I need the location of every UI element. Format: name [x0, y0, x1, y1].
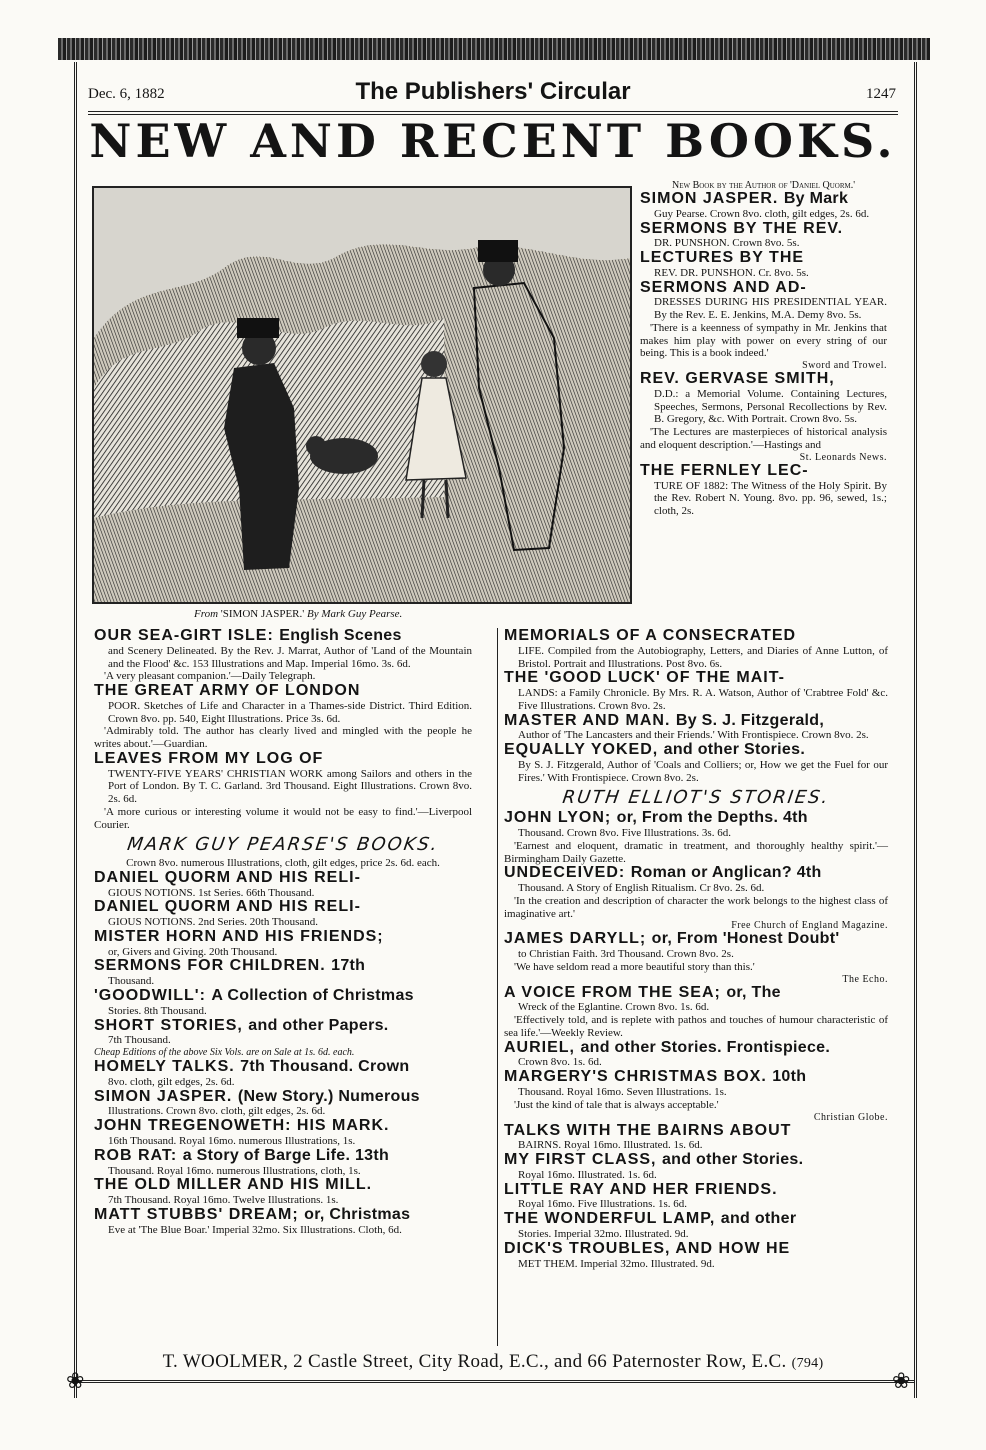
- book-entry: [94, 1018, 472, 1048]
- book-details: LANDS: a Family Chronicle. By Mrs. R. A. Watson, Author of 'Crabtree Fold' &c. Five Illustrations. Crown 8vo. 2s.: [518, 687, 888, 712]
- book-title: JOHN LYON;: [504, 809, 612, 827]
- book-entry: [640, 280, 887, 372]
- review-quote: 'A more curious or interesting volume it would not be easy to find.'—Liverpool Courier.: [94, 805, 472, 831]
- book-title: JOHN TREGENOWETH: HIS MARK.: [94, 1117, 390, 1135]
- book-details: Thousand.: [108, 975, 155, 988]
- book-title: A VOICE FROM THE SEA;: [504, 983, 721, 1001]
- book-title: 'GOODWILL':: [94, 987, 206, 1005]
- book-title-suffix: By Mark: [783, 190, 849, 207]
- book-details: Thousand. Royal 16mo. Seven Illustrations. 1s.: [518, 1086, 727, 1099]
- book-title: THE 'GOOD LUCK' OF THE MAIT-: [504, 669, 785, 687]
- book-title-line: [94, 1207, 472, 1224]
- book-title: REV. GERVASE SMITH,: [640, 370, 835, 388]
- book-details: Stories. Imperial 32mo. Illustrated. 9d.: [518, 1227, 689, 1240]
- book-title-line: [94, 870, 472, 887]
- book-details: 16th Thousand. Royal 16mo. numerous Illustrations, 1s.: [108, 1135, 356, 1147]
- book-entry: [640, 221, 887, 251]
- book-entry: [94, 751, 472, 832]
- book-title-line: [640, 250, 887, 267]
- engraving-illustration: [92, 186, 632, 604]
- book-details: REV. DR. PUNSHON. Cr. 8vo. 5s.: [654, 266, 809, 279]
- book-title: JAMES DARYLL;: [504, 930, 647, 948]
- book-entry: [504, 1123, 888, 1153]
- book-title-line: [504, 742, 888, 759]
- book-entry: [504, 1182, 888, 1212]
- book-title-line: [94, 751, 472, 768]
- book-title: SIMON JASPER.: [640, 190, 779, 207]
- book-entry: [504, 628, 888, 670]
- book-title: DICK'S TROUBLES, AND HOW HE: [504, 1239, 791, 1257]
- book-title-suffix: 17th: [331, 957, 366, 975]
- book-details: Eve at 'The Blue Boar.' Imperial 32mo. Six Illustrations. Cloth, 6d.: [108, 1223, 402, 1236]
- book-title-line: [94, 1059, 472, 1076]
- book-entry: [94, 1177, 472, 1207]
- right-ornament-icon: ❀: [892, 1368, 911, 1393]
- book-title: SERMONS FOR CHILDREN.: [94, 957, 326, 975]
- book-title-line: [94, 1177, 472, 1194]
- book-title-line: [94, 958, 472, 975]
- book-title-line: [504, 670, 888, 687]
- book-title-suffix: 7th Thousand. Crown: [240, 1058, 410, 1076]
- book-title-suffix: or, From 'Honest Doubt': [651, 930, 840, 948]
- header-page-number: 1247: [866, 86, 896, 102]
- caption-title: 'SIMON JASPER.': [220, 608, 305, 620]
- book-entry: [504, 670, 888, 712]
- book-entry: [94, 870, 472, 900]
- review-quote: 'Effectively told, and is replete with pathos and touches of humour characteristic of sea life.'—Weekly Review.: [504, 1014, 888, 1039]
- book-title-line: [504, 1211, 888, 1228]
- right-column: [504, 628, 888, 1270]
- book-title: SERMONS BY THE REV.: [640, 219, 844, 237]
- book-title: LEAVES FROM MY LOG OF: [94, 749, 324, 767]
- book-title: MARGERY'S CHRISTMAS BOX.: [504, 1068, 767, 1086]
- book-title-line: [640, 191, 887, 208]
- book-title-line: [504, 1069, 888, 1086]
- book-title-suffix: Roman or Anglican? 4th: [630, 864, 822, 882]
- footer-rule: [72, 1380, 914, 1383]
- book-title-suffix: and other Stories.: [661, 1151, 804, 1169]
- book-details: Wreck of the Eglantine. Crown 8vo. 1s. 6d.: [518, 1001, 710, 1014]
- book-title-line: [94, 1018, 472, 1035]
- book-title-line: [504, 1152, 888, 1169]
- book-entry: [504, 713, 888, 743]
- book-title-line: [94, 628, 472, 645]
- left-column: [94, 628, 472, 1236]
- book-title: THE OLD MILLER AND HIS MILL.: [94, 1176, 373, 1194]
- book-entry: [94, 1118, 472, 1148]
- review-source: St. Leonards News.: [799, 451, 887, 463]
- book-title-suffix: or, Christmas: [304, 1205, 411, 1223]
- book-title: HOMELY TALKS.: [94, 1058, 235, 1076]
- book-entry: [640, 191, 887, 221]
- book-entry: [94, 988, 472, 1018]
- book-details: DR. PUNSHON. Crown 8vo. 5s.: [654, 237, 800, 250]
- book-details: Thousand. Royal 16mo. numerous Illustrations, cloth, 1s.: [108, 1164, 361, 1177]
- review-quote: 'In the creation and description of character the work belongs to the highest class of imaginative art.': [504, 894, 888, 920]
- book-details: DRESSES DURING HIS PRESIDENTIAL YEAR. By the Rev. E. E. Jenkins, M.A. Demy 8vo. 5s.: [654, 296, 887, 322]
- book-title-line: [640, 463, 887, 480]
- book-title-line: [504, 1182, 888, 1199]
- book-details: Thousand. Crown 8vo. Five Illustrations. 3s. 6d.: [518, 827, 731, 840]
- book-title: EQUALLY YOKED,: [504, 741, 659, 759]
- book-entry: [94, 1089, 472, 1119]
- book-entry: [504, 1040, 888, 1070]
- book-entry: [94, 899, 472, 929]
- book-details: TURE OF 1882: The Witness of the Holy Spirit. By the Rev. Robert N. Young. 8vo. pp. 96, sewed, 1s.; cloth, 2s.: [654, 479, 887, 518]
- book-details: 7th Thousand. Royal 16mo. Twelve Illustrations. 1s.: [108, 1194, 339, 1207]
- review-quote: 'Admirably told. The author has clearly lived and mingled with the people he writes about.'—Guardian.: [94, 725, 472, 751]
- book-title-line: [640, 280, 887, 297]
- book-title-suffix: and other Papers.: [248, 1016, 389, 1034]
- book-title-suffix: 10th: [772, 1068, 807, 1086]
- book-title-line: [640, 371, 887, 388]
- book-title-line: [504, 931, 888, 948]
- book-title-line: [504, 1040, 888, 1057]
- book-details: TWENTY-FIVE YEARS' CHRISTIAN WORK among Sailors and others in the Port of London. By T. C. Garland. 3rd Thousand. Eight Illustrations. Crown 8vo. 2s. 6d.: [108, 767, 472, 806]
- book-title: OUR SEA-GIRT ISLE:: [94, 627, 274, 644]
- headline: NEW AND RECENT BOOKS.: [89, 114, 897, 168]
- book-title: THE WONDERFUL LAMP,: [504, 1210, 716, 1228]
- book-title: ROB RAT:: [94, 1146, 178, 1164]
- book-title-suffix: and other: [720, 1210, 797, 1228]
- book-title-suffix: or, The: [726, 983, 781, 1001]
- book-title: TALKS WITH THE BAIRNS ABOUT: [504, 1121, 792, 1139]
- book-details: Thousand. A Story of English Ritualism. Cr 8vo. 2s. 6d.: [518, 882, 765, 895]
- book-entry: [94, 628, 472, 683]
- book-title: MATT STUBBS' DREAM;: [94, 1205, 299, 1223]
- publisher-footer: [88, 1351, 898, 1373]
- book-details: Crown 8vo. 1s. 6d.: [518, 1056, 602, 1069]
- book-title: MASTER AND MAN.: [504, 711, 671, 729]
- running-header: [88, 78, 898, 108]
- illustration-caption: [194, 608, 402, 620]
- caption-by: By Mark Guy Pearse.: [306, 608, 403, 620]
- book-details: POOR. Sketches of Life and Character in a Thames-side District. Third Edition. Crown 8vo. pp. 540, Eight Illustrations. Price 3s. 6d.: [108, 699, 472, 725]
- left-ornament-icon: ❀: [66, 1368, 85, 1393]
- author-note: New Book by the Author of 'Daniel Quorm.': [671, 180, 856, 191]
- book-details: D.D.: a Memorial Volume. Containing Lectures, Speeches, Sermons, Personal Recollections by Rev. B. Gregory, &c. With Portrait. Crown 8vo. 5s.: [654, 387, 887, 426]
- book-title: UNDECEIVED:: [504, 864, 626, 882]
- book-details: 7th Thousand.: [108, 1034, 171, 1047]
- book-title-suffix: a Story of Barge Life. 13th: [182, 1146, 390, 1164]
- review-source: Free Church of England Magazine.: [731, 920, 888, 932]
- book-details: Guy Pearse. Crown 8vo. cloth, gilt edges, 2s. 6d.: [654, 207, 870, 220]
- review-source: Sword and Trowel.: [802, 360, 887, 372]
- book-title-line: [94, 1118, 472, 1135]
- book-title-line: [94, 899, 472, 916]
- book-title: MEMORIALS OF A CONSECRATED: [504, 627, 797, 644]
- book-title-line: [504, 713, 888, 730]
- book-details: LIFE. Compiled from the Autobiography, Letters, and Diaries of Anne Lutton, of Bristol. Portrait and Illustrations. Post 8vo. 6s.: [518, 644, 888, 670]
- book-title: DANIEL QUORM AND HIS RELI-: [94, 868, 361, 886]
- book-entry: [504, 810, 888, 865]
- book-title-suffix: and other Stories. Frontispiece.: [580, 1038, 831, 1056]
- footer-address: T. WOOLMER, 2 Castle Street, City Road, E.C., and 66 Paternoster Row, E.C.: [162, 1351, 787, 1372]
- book-details: Illustrations. Crown 8vo. cloth, gilt edges, 2s. 6d.: [108, 1105, 326, 1118]
- book-title-line: [94, 988, 472, 1005]
- book-entry: [504, 1241, 888, 1271]
- header-title: The Publishers' Circular: [355, 78, 631, 105]
- book-title-line: [94, 683, 472, 700]
- book-details: By S. J. Fitzgerald, Author of 'Coals and Colliers; or, How we get the Fuel for our Fires.' With Frontispiece. Crown 8vo. 2s.: [518, 758, 888, 784]
- review-quote: 'A very pleasant companion.'—Daily Telegraph.: [104, 670, 316, 683]
- book-entry: [94, 1148, 472, 1178]
- book-details: 8vo. cloth, gilt edges, 2s. 6d.: [108, 1075, 235, 1088]
- review-source: The Echo.: [842, 973, 888, 985]
- top-printed-band: [58, 38, 930, 60]
- book-details: Author of 'The Lancasters and their Friends.' With Frontispiece. Crown 8vo. 2s.: [518, 729, 869, 742]
- book-title: AURIEL,: [504, 1038, 575, 1056]
- book-title-suffix: By S. J. Fitzgerald,: [675, 711, 825, 729]
- book-title: SIMON JASPER.: [94, 1087, 233, 1105]
- header-rule: [88, 111, 898, 112]
- book-entry: [504, 865, 888, 931]
- book-title-suffix: English Scenes: [279, 627, 402, 644]
- book-title-line: [640, 221, 887, 238]
- book-details: Stories. 8th Thousand.: [108, 1004, 207, 1017]
- book-details: GIOUS NOTIONS. 2nd Series. 20th Thousand.: [108, 916, 319, 929]
- book-entry: [94, 683, 472, 751]
- book-entry: [640, 463, 887, 518]
- book-title-line: [504, 865, 888, 882]
- book-entry: [504, 985, 888, 1040]
- book-title-line: [504, 1241, 888, 1258]
- book-title-line: [504, 1123, 888, 1140]
- book-details: Royal 16mo. Illustrated. 1s. 6d.: [518, 1168, 657, 1181]
- header-date: Dec. 6, 1882: [88, 86, 165, 102]
- review-quote: 'Just the kind of tale that is always acceptable.': [514, 1098, 719, 1111]
- footer-ref: (794): [791, 1356, 824, 1371]
- book-entry: [94, 1207, 472, 1237]
- book-entry: [94, 958, 472, 988]
- book-title: THE GREAT ARMY OF LONDON: [94, 682, 361, 700]
- book-details: or, Givers and Giving. 20th Thousand.: [108, 945, 278, 958]
- book-entry: [504, 1152, 888, 1182]
- cheap-editions-note: Cheap Editions of the above Six Vols. are on Sale at 1s. 6d. each.: [94, 1047, 355, 1059]
- book-title: LECTURES BY THE: [640, 249, 805, 267]
- book-details: Royal 16mo. Five Illustrations. 1s. 6d.: [518, 1198, 687, 1211]
- book-details: BAIRNS. Royal 16mo. Illustrated. 1s. 6d.: [518, 1139, 703, 1152]
- section-subtitle: Crown 8vo. numerous Illustrations, cloth, gilt edges, price 2s. 6d. each.: [126, 857, 440, 870]
- book-entry: [94, 929, 472, 959]
- book-details: to Christian Faith. 3rd Thousand. Crown 8vo. 2s.: [518, 948, 734, 961]
- book-title-line: [504, 810, 888, 827]
- caption-from: From: [194, 608, 219, 620]
- book-title-line: [504, 628, 888, 645]
- section-heading: MARK GUY PEARSE'S BOOKS.: [125, 834, 441, 856]
- book-title: LITTLE RAY AND HER FRIENDS.: [504, 1180, 778, 1198]
- book-entry: [640, 371, 887, 463]
- book-title-suffix: (New Story.) Numerous: [237, 1087, 420, 1105]
- book-title-suffix: and other Stories.: [663, 741, 806, 759]
- book-title: SHORT STORIES,: [94, 1016, 243, 1034]
- column-divider: [497, 628, 498, 1346]
- book-entry: [504, 1211, 888, 1241]
- top-right-column: [640, 180, 887, 518]
- book-title: DANIEL QUORM AND HIS RELI-: [94, 898, 361, 916]
- book-details: and Scenery Delineated. By the Rev. J. Marrat, Author of 'Land of the Mountain and the Flood' &c. 153 Illustrations and Map. Imperial 16mo. 3s. 6d.: [108, 644, 472, 670]
- book-entry: [504, 931, 888, 984]
- book-title: MISTER HORN AND HIS FRIENDS;: [94, 927, 384, 945]
- section-heading: RUTH ELLIOT'S STORIES.: [561, 787, 831, 809]
- book-entry: [640, 250, 887, 280]
- book-title: MY FIRST CLASS,: [504, 1151, 657, 1169]
- review-quote: 'We have seldom read a more beautiful story than this.': [514, 960, 755, 973]
- review-quote: 'Earnest and eloquent, dramatic in treatment, and thoroughly healthy spirit.'—Birmingham Daily Gazette.: [504, 839, 888, 865]
- book-title-line: [94, 929, 472, 946]
- book-details: MET THEM. Imperial 32mo. Illustrated. 9d.: [518, 1257, 715, 1270]
- book-entry: [504, 1069, 888, 1122]
- book-title-line: [94, 1089, 472, 1106]
- review-quote: 'The Lectures are masterpieces of historical analysis and eloquent description.'—Hastings and: [640, 426, 887, 451]
- book-title-suffix: A Collection of Christmas: [211, 987, 414, 1005]
- book-title: SERMONS AND AD-: [640, 278, 807, 296]
- book-title: THE FERNLEY LEC-: [640, 461, 809, 479]
- book-title-suffix: or, From the Depths. 4th: [616, 809, 808, 827]
- book-details: GIOUS NOTIONS. 1st Series. 66th Thousand.: [108, 886, 315, 899]
- book-entry: [94, 1059, 472, 1089]
- review-quote: 'There is a keenness of sympathy in Mr. Jenkins that makes him play with power on every string of our being. This is a book indeed.': [640, 321, 887, 360]
- review-source: Christian Globe.: [813, 1111, 888, 1123]
- book-entry: [504, 742, 888, 784]
- book-title-line: [504, 985, 888, 1002]
- book-title-line: [94, 1148, 472, 1165]
